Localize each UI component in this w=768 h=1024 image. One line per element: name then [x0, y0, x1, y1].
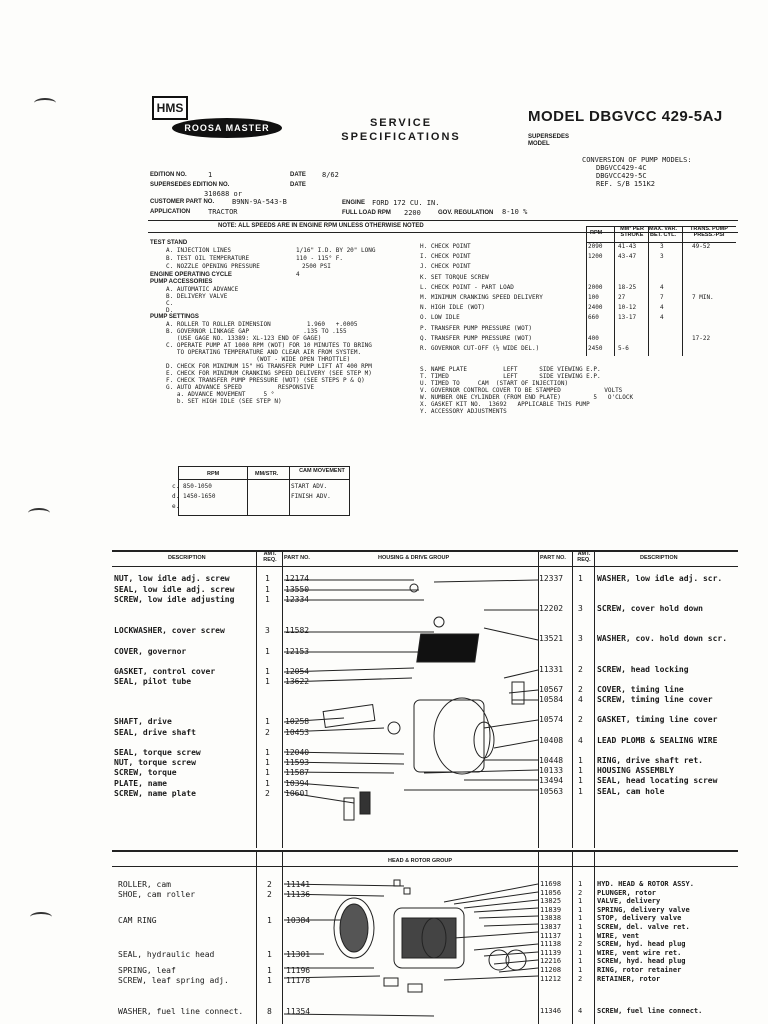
head-part-number: 11141 — [286, 880, 311, 889]
part-description-right: WASHER, cov. hold down scr. — [597, 634, 728, 643]
customer-part-value: B9NN-9A-543-B — [232, 198, 287, 206]
head-part-number-right: 12216 — [540, 957, 562, 966]
head-part-number-right: 11346 — [540, 1007, 562, 1015]
test-stand-label: TEST STAND — [150, 240, 188, 246]
check-row-mm: 5-6 — [618, 345, 629, 352]
check-row-label: M. MINIMUM CRANKING SPEED DELIVERY — [420, 294, 543, 301]
head-part-number: 11354 — [286, 1007, 311, 1016]
part-number: 11582 — [285, 626, 310, 635]
head-part-description-right: SCREW, del. valve ret. — [597, 923, 690, 931]
head-part-description-right: HYD. HEAD & ROTOR ASSY. — [597, 880, 694, 888]
date-value: 8/62 — [322, 171, 339, 179]
part-amount: 2 — [265, 728, 270, 737]
setting-c-cont: TO OPERATING TEMPERATURE AND CLEAR AIR FROM SYSTEM. — [166, 349, 362, 356]
customer-part-label: CUSTOMER PART NO. — [150, 199, 215, 205]
part-number: 10601 — [285, 789, 310, 798]
part-amount-right: 4 — [578, 736, 583, 745]
head-part-description: SHOE, cam roller — [118, 890, 196, 899]
roosa-master-logo — [150, 94, 282, 154]
head-part-description-right: STOP, delivery valve — [597, 914, 682, 923]
check-row-label: P. TRANSFER PUMP PRESSURE (WOT) — [420, 324, 532, 332]
part-number: 10394 — [285, 779, 310, 788]
check-row-psi: 49-52 — [692, 243, 711, 250]
head-part-number-right: 11698 — [540, 880, 562, 888]
cycle-value: 4 — [296, 271, 300, 278]
head-part-amount-right: 1 — [578, 923, 583, 931]
supersedes-label-1: SUPERSEDES — [528, 134, 570, 140]
head-part-description-right: SCREW, fuel line connect. — [597, 1007, 703, 1015]
head-rotor-diagram — [284, 868, 538, 1024]
spec-value: 1/16" I.D. BY 20" LONG — [296, 247, 376, 254]
part-amount-right: 2 — [578, 665, 583, 674]
check-row-var: 4 — [660, 283, 664, 291]
head-part-number-right: 13825 — [540, 897, 562, 906]
misc-w: W. NUMBER ONE CYLINDER (FROM END PLATE) 5 O'CLOCK — [420, 394, 634, 401]
head-part-amount-right: 1 — [578, 905, 583, 914]
part-amount: 1 — [265, 717, 270, 726]
head-part-description-right: VALVE, delivery — [597, 897, 661, 906]
part-amount-right: 1 — [578, 776, 583, 785]
date-label: DATE — [290, 172, 306, 178]
punch-mark-bottom — [30, 912, 52, 922]
check-header-var: MAX. VAR. BET. CYL. — [648, 226, 677, 238]
head-part-description-right: SCREW, hyd. head plug — [597, 940, 686, 949]
check-row-mm: 18-25 — [618, 283, 637, 291]
part-amount: 1 — [265, 768, 270, 777]
part-number: 10258 — [285, 717, 310, 726]
spec-label: B. TEST OIL TEMPERATURE — [166, 255, 250, 262]
head-part-amount-right: 4 — [578, 1007, 583, 1015]
parts-header-description-right: DESCRIPTION — [640, 555, 678, 561]
conversion-ref: REF. S/B 151K2 — [596, 180, 656, 188]
adv-row-d-rpm: 1450-1650 — [183, 493, 216, 500]
part-number: 12040 — [285, 748, 310, 757]
head-part-number: 11136 — [286, 890, 311, 899]
engine-value: FORD 172 CU. IN. — [372, 199, 440, 207]
edition-label: EDITION NO. — [150, 172, 187, 178]
head-part-number: 11196 — [286, 966, 311, 975]
spec-test-oil — [150, 255, 420, 263]
supersedes-edition-label: SUPERSEDES EDITION NO. — [150, 182, 230, 188]
part-number: 12334 — [285, 595, 310, 604]
part-description-right: SCREW, timing line cover — [597, 695, 713, 704]
check-row-label: Q. TRANSFER PUMP PRESSURE (WOT) — [420, 334, 532, 342]
conversion-block — [582, 156, 692, 188]
part-amount: 1 — [265, 779, 270, 788]
part-number: 12153 — [285, 647, 310, 656]
head-part-number-right: 11208 — [540, 966, 562, 974]
model-title: MODEL DBGVCC 429-5AJ — [528, 108, 723, 125]
spec-label: A. INJECTION LINES — [166, 247, 232, 254]
application-label: APPLICATION — [150, 209, 191, 215]
setting-b-note: (USE GAGE NO. 13389: XL-123 END OF GAGE) — [166, 335, 322, 342]
part-description-right: HOUSING ASSEMBLY — [597, 766, 675, 775]
head-part-description-right: RING, rotor retainer — [597, 966, 682, 974]
test-specs — [150, 240, 420, 405]
engine-label: ENGINE — [342, 200, 366, 206]
head-part-number-right: 11056 — [540, 888, 562, 897]
setting-c-note: (WOT - WIDE OPEN THROTTLE) — [166, 356, 351, 363]
head-part-amount: 1 — [267, 950, 272, 959]
check-row-label: H. CHECK POINT — [420, 243, 471, 250]
accessory-c: C. — [166, 300, 174, 307]
misc-u: U. TIMED TO CAM (START OF INJECTION) — [420, 380, 569, 387]
part-description: SHAFT, drive — [114, 717, 172, 726]
check-row-label: K. SET TORQUE SCREW — [420, 273, 489, 281]
part-amount-right: 2 — [578, 715, 583, 724]
head-part-number-right: 13838 — [540, 914, 562, 923]
part-description: NUT, torque screw — [114, 758, 196, 767]
misc-t: T. TIMED LEFT SIDE VIEWING E.P. — [420, 373, 601, 380]
head-part-number: 11178 — [286, 976, 311, 985]
part-number: 12174 — [285, 574, 310, 583]
check-row-mm: 27 — [618, 294, 626, 301]
check-row-label: L. CHECK POINT - PART LOAD — [420, 283, 514, 291]
check-row-rpm: 400 — [588, 334, 599, 342]
part-number-right: 10563 — [539, 787, 564, 796]
check-row-mm: 41-43 — [618, 243, 637, 250]
specifications-line: SPECIFICATIONS — [341, 131, 461, 143]
part-number-right: 10133 — [539, 766, 564, 775]
gov-regulation-label: GOV. REGULATION — [438, 210, 494, 216]
check-row-rpm: 1200 — [588, 253, 603, 261]
adv-header-cam: CAM MOVEMENT — [299, 468, 345, 474]
part-amount: 1 — [265, 574, 270, 583]
check-row-rpm: 2090 — [588, 243, 603, 250]
check-row-rpm: 2000 — [588, 283, 603, 291]
part-description-right: WASHER, low idle adj. scr. — [597, 574, 723, 583]
head-part-number-right: 11139 — [540, 948, 562, 957]
head-part-amount-right: 1 — [578, 931, 583, 940]
check-row-var: 4 — [660, 314, 664, 322]
part-description-right: SEAL, head locating screw — [597, 776, 718, 785]
part-amount-right: 1 — [578, 574, 583, 583]
part-description: SEAL, low idle adj. screw — [114, 585, 235, 594]
part-amount-right: 3 — [578, 604, 583, 613]
head-part-amount: 2 — [267, 890, 272, 899]
spec-injection-lines — [150, 247, 420, 255]
part-number: 12054 — [285, 667, 310, 676]
parts-header-partno: PART NO. — [284, 555, 310, 561]
service-line: SERVICE — [369, 117, 433, 129]
part-description: PLATE, name — [114, 779, 167, 788]
head-part-amount-right: 1 — [578, 880, 583, 888]
part-description-right: RING, drive shaft ret. — [597, 756, 703, 765]
part-number: 13622 — [285, 677, 310, 686]
adv-row-d-cam: FINISH ADV. — [291, 493, 331, 500]
part-amount-right: 1 — [578, 766, 583, 775]
check-row-var: 3 — [660, 253, 664, 261]
misc-s: S. NAME PLATE LEFT SIDE VIEWING E.P. — [420, 366, 601, 373]
head-part-amount: 2 — [267, 880, 272, 889]
part-description: NUT, low idle adj. screw — [114, 574, 230, 583]
part-number-right: 10448 — [539, 756, 564, 765]
edition-value: 1 — [208, 171, 213, 179]
head-part-number-right: 11137 — [540, 931, 562, 940]
check-row-label: N. HIGH IDLE (WOT) — [420, 304, 486, 312]
parts-header-description: DESCRIPTION — [168, 555, 206, 561]
head-part-description-right: WIRE, vent wire ret. — [597, 948, 682, 957]
spec-value: 110 - 115° F. — [296, 255, 343, 262]
head-part-number-right: 11138 — [540, 940, 562, 949]
housing-drive-diagram — [284, 568, 538, 848]
adv-row-c-label: c. — [172, 483, 180, 490]
part-number-right: 10567 — [539, 685, 564, 694]
part-number-right: 12202 — [539, 604, 564, 613]
head-part-number: 11301 — [286, 950, 311, 959]
part-description-right: SCREW, cover hold down — [597, 604, 703, 613]
part-number-right: 13494 — [539, 776, 564, 785]
setting-f: F. CHECK TRANSFER PUMP PRESSURE (WOT) (SEE STEPS P & Q) — [166, 377, 365, 384]
check-row-label: I. CHECK POINT — [420, 253, 471, 261]
head-part-amount-right: 1 — [578, 966, 583, 974]
part-amount: 1 — [265, 667, 270, 676]
misc-y: Y. ACCESSORY ADJUSTMENTS — [420, 408, 507, 415]
advance-table — [172, 466, 350, 516]
setting-g-a: a. ADVANCE MOVEMENT 5 ° — [166, 391, 275, 398]
head-part-description-right: PLUNGER, rotor — [597, 888, 657, 897]
parts-header-amt: AMT. REQ. — [263, 551, 277, 563]
part-amount: 1 — [265, 585, 270, 594]
check-row-var: 7 — [660, 294, 664, 301]
check-row-rpm: 2400 — [588, 304, 603, 312]
check-row-mm: 13-17 — [618, 314, 637, 322]
fullload-label: FULL LOAD RPM — [342, 210, 391, 216]
misc-v: V. GOVERNOR CONTROL COVER TO BE STAMPED VOLTS — [420, 387, 623, 394]
adv-header-mm: MM/STR. — [255, 471, 279, 477]
brand-logo: ROOSA MASTER — [172, 118, 282, 138]
head-part-amount: 8 — [267, 1007, 272, 1016]
customer-prefix: 310688 or — [204, 190, 242, 198]
head-part-amount-right: 1 — [578, 897, 583, 906]
setting-e: E. CHECK FOR MINIMUM CRANKING SPEED DELIVERY (SEE STEP M) — [166, 370, 372, 377]
parts-header-partno-right: PART NO. — [540, 555, 566, 561]
spec-value: 2500 PSI — [302, 263, 331, 270]
part-description: GASKET, control cover — [114, 667, 216, 676]
part-description-right: GASKET, timing line cover — [597, 715, 718, 724]
head-part-amount-right: 1 — [578, 948, 583, 957]
head-part-description-right: RETAINER, rotor — [597, 974, 661, 983]
head-part-description: WASHER, fuel line connect. — [118, 1007, 244, 1016]
part-amount: 1 — [265, 647, 270, 656]
part-description: SCREW, torque — [114, 768, 177, 777]
check-row-var: 3 — [660, 243, 664, 250]
part-number: 11587 — [285, 768, 310, 777]
part-number-right: 13521 — [539, 634, 564, 643]
part-description-right: SCREW, head locking — [597, 665, 689, 674]
head-part-amount-right: 2 — [578, 888, 583, 897]
check-row-mm: 10-12 — [618, 304, 637, 312]
part-amount: 1 — [265, 748, 270, 757]
head-part-description: CAM RING — [118, 916, 157, 925]
part-amount: 2 — [265, 789, 270, 798]
head-part-description: SCREW, leaf spring adj. — [118, 976, 229, 985]
part-number-right: 12337 — [539, 574, 564, 583]
adv-row-c-rpm: 850-1050 — [183, 483, 212, 490]
housing-group-header: HOUSING & DRIVE GROUP — [378, 555, 450, 561]
part-number-right: 11331 — [539, 665, 564, 674]
head-part-description-right: SPRING, delivery valve — [597, 905, 690, 914]
part-number: 13550 — [285, 585, 310, 594]
setting-a: A. ROLLER TO ROLLER DIMENSION 1.960 +.0005 — [166, 321, 358, 328]
part-amount: 3 — [265, 626, 270, 635]
head-part-amount: 1 — [267, 966, 272, 975]
hms-logo: HMS — [152, 96, 188, 120]
part-description-right: SEAL, cam hole — [597, 787, 665, 796]
part-amount: 1 — [265, 595, 270, 604]
gov-regulation-value: 8-10 % — [502, 208, 528, 216]
head-part-amount-right: 2 — [578, 974, 583, 983]
part-description-right: COVER, timing line — [597, 685, 684, 694]
head-part-description: SEAL, hydraulic head — [118, 950, 215, 959]
adv-row-d-label: d. — [172, 493, 180, 500]
check-header-mm: MM³ PER STROKE — [620, 226, 644, 238]
settings-label: PUMP SETTINGS — [150, 314, 199, 320]
head-part-description-right: SCREW, hyd. head plug — [597, 957, 686, 966]
head-part-amount: 1 — [267, 916, 272, 925]
service-specifications-title — [326, 116, 476, 144]
head-part-description: ROLLER, cam — [118, 880, 171, 889]
punch-mark-mid — [28, 508, 50, 518]
head-part-description: SPRING, leaf — [118, 966, 176, 975]
part-amount-right: 3 — [578, 634, 583, 643]
spec-label: C. NOZZLE OPENING PRESSURE — [166, 263, 260, 270]
check-row-rpm: 100 — [588, 294, 599, 301]
part-description: SEAL, drive shaft — [114, 728, 196, 737]
check-row-label: R. GOVERNOR CUT-OFF (½ WIDE DEL.) — [420, 345, 540, 352]
head-part-number-right: 11839 — [540, 905, 562, 914]
part-amount-right: 1 — [578, 756, 583, 765]
check-row-mm: 43-47 — [618, 253, 637, 261]
part-number: 11593 — [285, 758, 310, 767]
head-part-amount-right: 1 — [578, 957, 583, 966]
supersedes-label-2: MODEL — [528, 141, 550, 147]
check-header-rpm: RPM — [590, 230, 603, 236]
speed-note: NOTE: ALL SPEEDS ARE IN ENGINE RPM UNLESS OTHERWISE NOTED — [218, 223, 424, 229]
check-header-psi: TRANS. PUMP PRESS.-PSI — [690, 226, 728, 238]
parts-header-amt-right: AMT. REQ. — [577, 551, 591, 563]
head-part-amount-right: 2 — [578, 940, 583, 949]
cycle-label: ENGINE OPERATING CYCLE — [150, 272, 232, 278]
check-row-var: 4 — [660, 304, 664, 312]
head-part-amount: 1 — [267, 976, 272, 985]
setting-g: G. AUTO ADVANCE SPEED RESPONSIVE — [166, 384, 315, 391]
head-part-amount-right: 1 — [578, 914, 583, 923]
head-part-number: 10384 — [286, 916, 311, 925]
adv-row-c-cam: START ADV. — [291, 483, 328, 490]
part-amount: 1 — [265, 677, 270, 686]
adv-header-rpm: RPM — [207, 471, 220, 477]
head-part-number-right: 11212 — [540, 974, 562, 983]
check-row-psi: 7 MIN. — [692, 294, 714, 301]
part-description: SEAL, pilot tube — [114, 677, 192, 686]
part-description: LOCKWASHER, cover screw — [114, 626, 225, 635]
check-row-psi: 17-22 — [692, 334, 711, 342]
spec-nozzle — [150, 263, 420, 271]
setting-g-b: b. SET HIGH IDLE (SEE STEP N) — [166, 398, 282, 405]
supersedes-model-label — [528, 134, 569, 148]
part-description-right: LEAD PLOMB & SEALING WIRE — [597, 736, 718, 745]
setting-d: D. CHECK FOR MINIMUM 15" HG TRANSFER PUMP LIFT AT 400 RPM — [166, 363, 372, 370]
check-row-label: O. LOW IDLE — [420, 314, 460, 322]
setting-b: B. GOVERNOR LINKAGE GAP .135 TO .155 — [166, 328, 347, 335]
check-row-label: J. CHECK POINT — [420, 263, 471, 271]
part-description: COVER, governor — [114, 647, 187, 656]
setting-c: C. OPERATE PUMP AT 1000 RPM (WOT) FOR 10 MINUTES TO BRING — [166, 342, 372, 349]
accessories-label: PUMP ACCESSORIES — [150, 279, 213, 285]
fullload-value: 2200 — [404, 209, 421, 217]
part-number-right: 10408 — [539, 736, 564, 745]
check-points-table — [420, 226, 736, 356]
part-amount: 1 — [265, 758, 270, 767]
part-number-right: 10584 — [539, 695, 564, 704]
part-amount-right: 4 — [578, 695, 583, 704]
punch-mark-top — [34, 98, 56, 108]
misc-specs — [420, 366, 633, 415]
head-group-header: HEAD & ROTOR GROUP — [388, 858, 453, 864]
supersedes-date-label: DATE — [290, 182, 306, 188]
accessory-a: A. AUTOMATIC ADVANCE — [166, 286, 239, 293]
application-value: TRACTOR — [208, 208, 238, 216]
part-description: SCREW, name plate — [114, 789, 196, 798]
head-part-description-right: WIRE, vent — [597, 931, 640, 940]
part-number: 10453 — [285, 728, 310, 737]
conversion-model-1: DBGVCC429-4C — [596, 164, 647, 172]
part-amount-right: 1 — [578, 787, 583, 796]
conversion-model-2: DBGVCC429-5C — [596, 172, 647, 180]
accessory-d: D. — [166, 307, 174, 314]
misc-x: X. GASKET KIT NO. 13692 APPLICABLE THIS PUMP — [420, 401, 590, 408]
check-row-rpm: 660 — [588, 314, 599, 322]
part-description: SEAL, torque screw — [114, 748, 201, 757]
conversion-title: CONVERSION OF PUMP MODELS: — [582, 156, 692, 164]
check-row-rpm: 2450 — [588, 345, 603, 352]
accessory-b: B. DELIVERY VALVE — [166, 293, 228, 300]
head-part-number-right: 13837 — [540, 923, 562, 931]
spec-cycle — [150, 271, 420, 279]
part-number-right: 10574 — [539, 715, 564, 724]
part-amount-right: 2 — [578, 685, 583, 694]
part-description: SCREW, low idle adjusting — [114, 595, 235, 604]
adv-row-e-label: e. — [172, 503, 180, 510]
